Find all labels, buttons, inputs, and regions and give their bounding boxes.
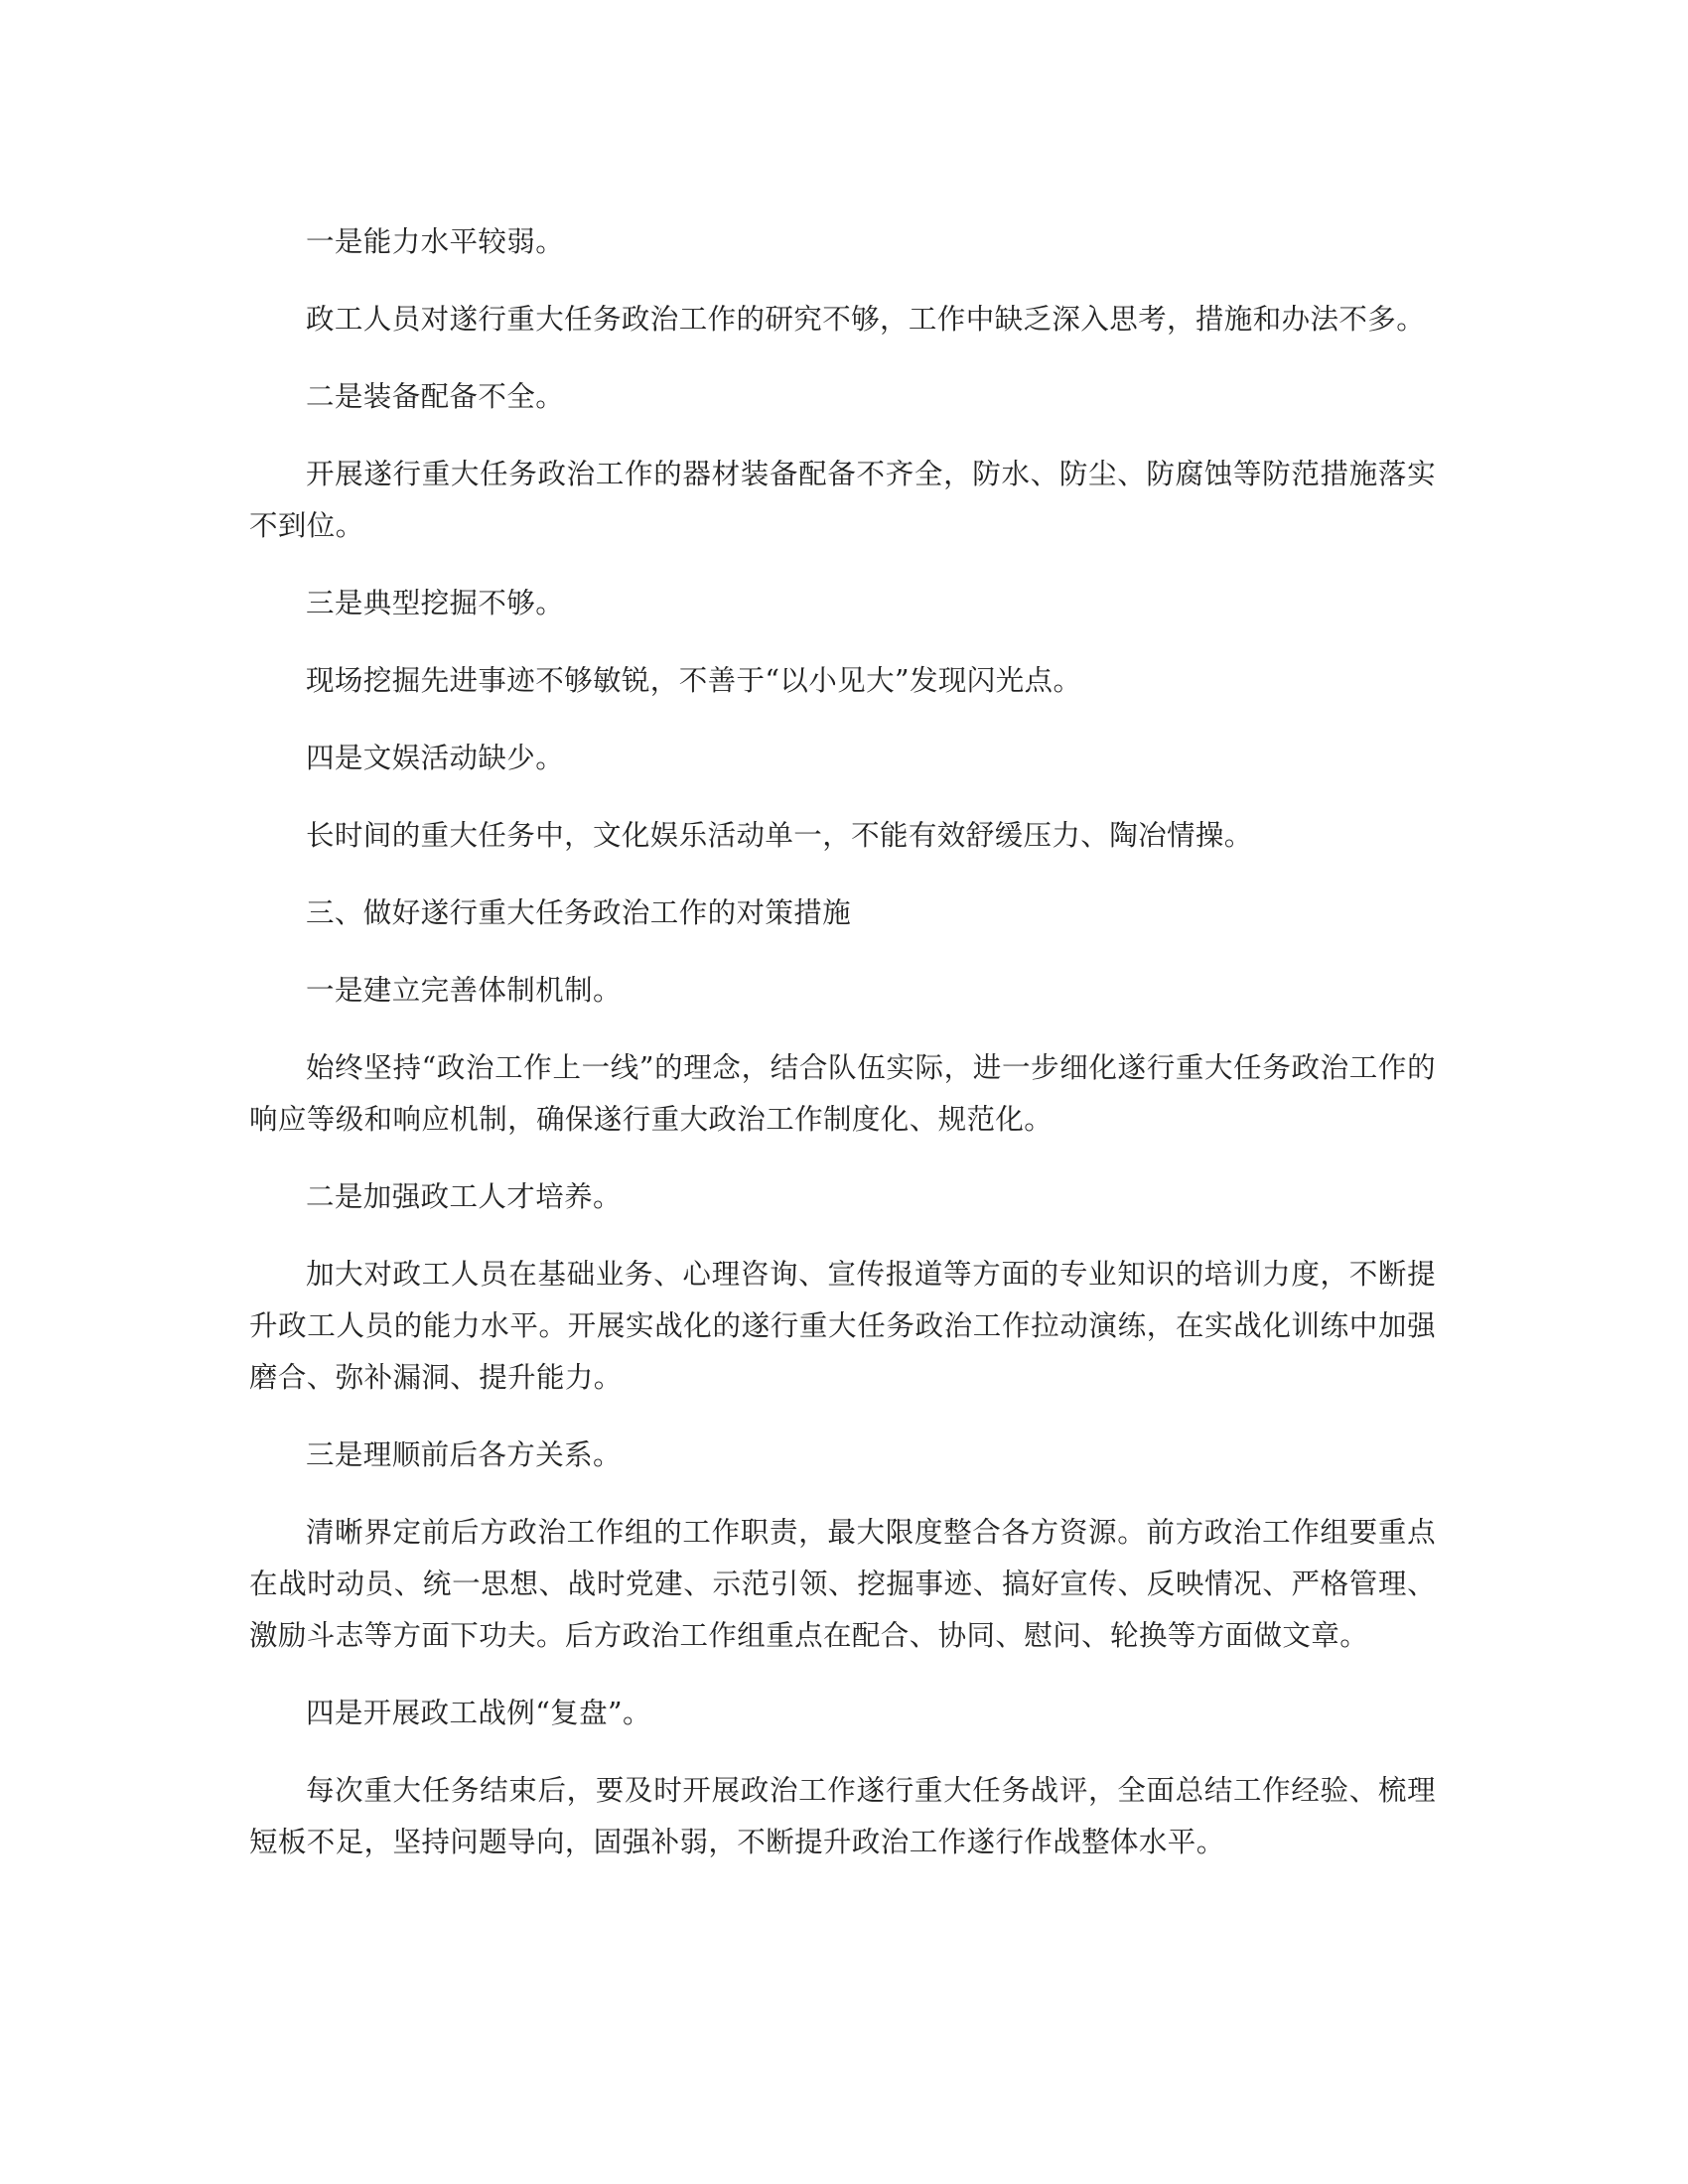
subheading-4: 四是文娱活动缺少。 bbox=[306, 742, 565, 774]
body-paragraph-1: 政工人员对遂行重大任务政治工作的研究不够，工作中缺乏深入思考，措施和办法不多。 bbox=[306, 303, 1426, 336]
section-heading-3: 三、做好遂行重大任务政治工作的对策措施 bbox=[306, 896, 852, 929]
body-paragraph-5: 始终坚持“政治工作上一线”的理念，结合队伍实际，进一步细化遂行重大任务政治工作的响应等级和响应机制，确保遂行重大政治工作制度化、规范化。 bbox=[249, 1051, 1436, 1136]
body-paragraph-4: 长时间的重大任务中，文化娱乐活动单一，不能有效舒缓压力、陶冶情操。 bbox=[306, 819, 1253, 852]
subheading-8: 四是开展政工战例“复盘”。 bbox=[306, 1697, 651, 1729]
subheading-1: 一是能力水平较弱。 bbox=[306, 225, 565, 258]
body-paragraph-3: 现场挖掘先进事迹不够敏锐，不善于“以小见大”发现闪光点。 bbox=[306, 664, 1082, 697]
subheading-6: 二是加强政工人才培养。 bbox=[306, 1180, 622, 1213]
subheading-5: 一是建立完善体制机制。 bbox=[306, 974, 622, 1007]
subheading-3: 三是典型挖掘不够。 bbox=[306, 587, 565, 619]
document-body bbox=[249, 216, 1436, 1894]
body-paragraph-6: 加大对政工人员在基础业务、心理咨询、宣传报道等方面的专业知识的培训力度，不断提升政工人员的能力水平。开展实战化的遂行重大任务政治工作拉动演练，在实战化训练中加强磨合、弥补漏洞、提升能力。 bbox=[249, 1258, 1436, 1394]
subheading-2: 二是装备配备不全。 bbox=[306, 380, 565, 413]
body-paragraph-8: 每次重大任务结束后，要及时开展政治工作遂行重大任务战评，全面总结工作经验、梳理短板不足，坚持问题导向，固强补弱，不断提升政治工作遂行作战整体水平。 bbox=[249, 1774, 1436, 1858]
body-paragraph-2: 开展遂行重大任务政治工作的器材装备配备不齐全，防水、防尘、防腐蚀等防范措施落实不到位。 bbox=[249, 458, 1436, 542]
subheading-7: 三是理顺前后各方关系。 bbox=[306, 1438, 622, 1471]
body-paragraph-7: 清晰界定前后方政治工作组的工作职责，最大限度整合各方资源。前方政治工作组要重点在战时动员、统一思想、战时党建、示范引领、挖掘事迹、搞好宣传、反映情况、严格管理、激励斗志等方面下功夫。后方政治工作组重点在配合、协同、慰问、轮换等方面做文章。 bbox=[249, 1516, 1436, 1652]
